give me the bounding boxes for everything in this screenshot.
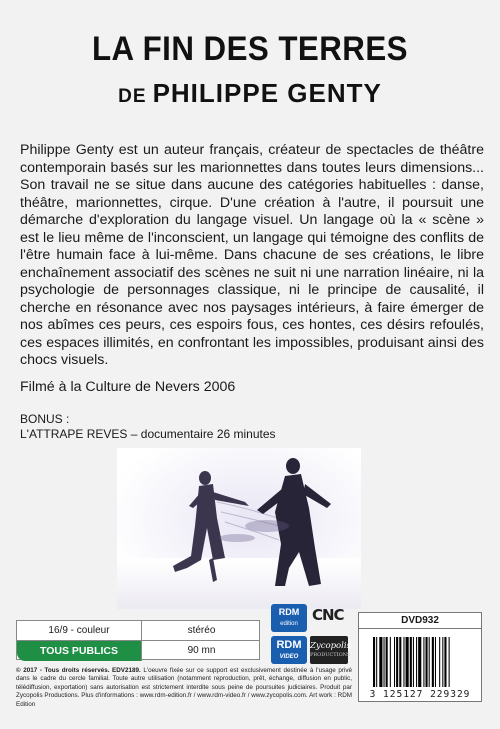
product-code: DVD932 bbox=[359, 613, 481, 629]
barcode-digits: 3 125127 229329 bbox=[369, 689, 471, 700]
rdm-edition-logo bbox=[271, 604, 307, 632]
zycopolis-logo-text: Zycopolis bbox=[310, 641, 351, 651]
synopsis-text: Philippe Genty est un auteur français, créateur de spectacles de théâtre contemporain basés sur les marionnettes dans toutes leurs dimensions... Son travail ne se situe dans aucune des catégories habituelles : danse, théâtre, marionnettes, cirque. D'une création à l'autre, il poursuit une démarche d'exploration du langage visuel. Un langage où la « scène » est le lieu même de l'inconscient, un langage qui témoigne des conflits de l'être humain face à lui-même. Dans chacune de ses créations, le libre enchaînement associatif des scènes ne suit ni une narration linéaire, ni la psychologie de personnages classique, ni le principe de causalité, il cherche en résonance avec nos paysages intérieurs, à faire émerger de nos abîmes ces peurs, ces espoirs fous, ces hontes, ces désirs refoulés, ces espaces illimités, en confrontant les impossibles, produisant ainsi des chocs visuels. bbox=[20, 142, 484, 368]
barcode-bars bbox=[373, 637, 473, 687]
rdm-video-logo-sub: VIDEO bbox=[279, 654, 299, 660]
rdm-video-logo bbox=[271, 636, 307, 664]
zycopolis-logo-sub: PRODUCTIONS bbox=[310, 652, 351, 658]
bonus-item: L'ATTRAPE REVES – documentaire 26 minutes bbox=[20, 427, 276, 441]
legal-notice bbox=[16, 667, 352, 709]
rdm-edition-logo-text: RDM bbox=[278, 607, 300, 617]
legal-copyright: © 2017 - Tous droits réservés. EDV2189. bbox=[16, 667, 141, 674]
bonus-label: BONUS : bbox=[20, 412, 70, 426]
barcode-box bbox=[358, 612, 482, 702]
specs-row-1 bbox=[17, 621, 259, 641]
duration-value: 90 mn bbox=[141, 641, 261, 661]
filming-note: Filmé à la Culture de Nevers 2006 bbox=[20, 379, 236, 395]
specs-row-2 bbox=[17, 641, 259, 661]
title-main: LA FIN DES TERRES bbox=[91, 30, 409, 68]
legal-text: L'oeuvre fixée sur ce support est exclusivement destinée à l'usage privé dans le cadre du cercle familial. Toute autre utilisation (notamment reproduction, prêt, échange, diffusion en public, télédiffusion, exportation) sans autorisation est strictement interdite sous peine de poursuites judiciaires. Produit par Zycopolis Productions. Plus d'informations : www.rdm-edition.fr / www.rdm-video.fr / www.zycopolis.com. Art work : RDM Edition bbox=[16, 667, 352, 708]
bonus-section bbox=[20, 412, 276, 442]
audio-value: stéréo bbox=[141, 621, 261, 640]
performance-photo bbox=[117, 448, 361, 609]
title-author-name: PHILIPPE GENTY bbox=[152, 78, 382, 108]
dancers-illustration bbox=[117, 448, 361, 609]
format-value: 16/9 - couleur bbox=[48, 625, 110, 636]
rdm-edition-logo-sub: edition bbox=[280, 621, 298, 627]
title-author bbox=[0, 78, 500, 109]
title-author-prefix: DE bbox=[118, 86, 147, 107]
specs-table bbox=[16, 620, 260, 660]
zycopolis-logo bbox=[310, 636, 351, 664]
rating-badge: TOUS PUBLICS bbox=[17, 641, 141, 661]
cnc-logo: CNC bbox=[312, 606, 344, 624]
rdm-video-logo-text: RDM bbox=[276, 639, 302, 651]
